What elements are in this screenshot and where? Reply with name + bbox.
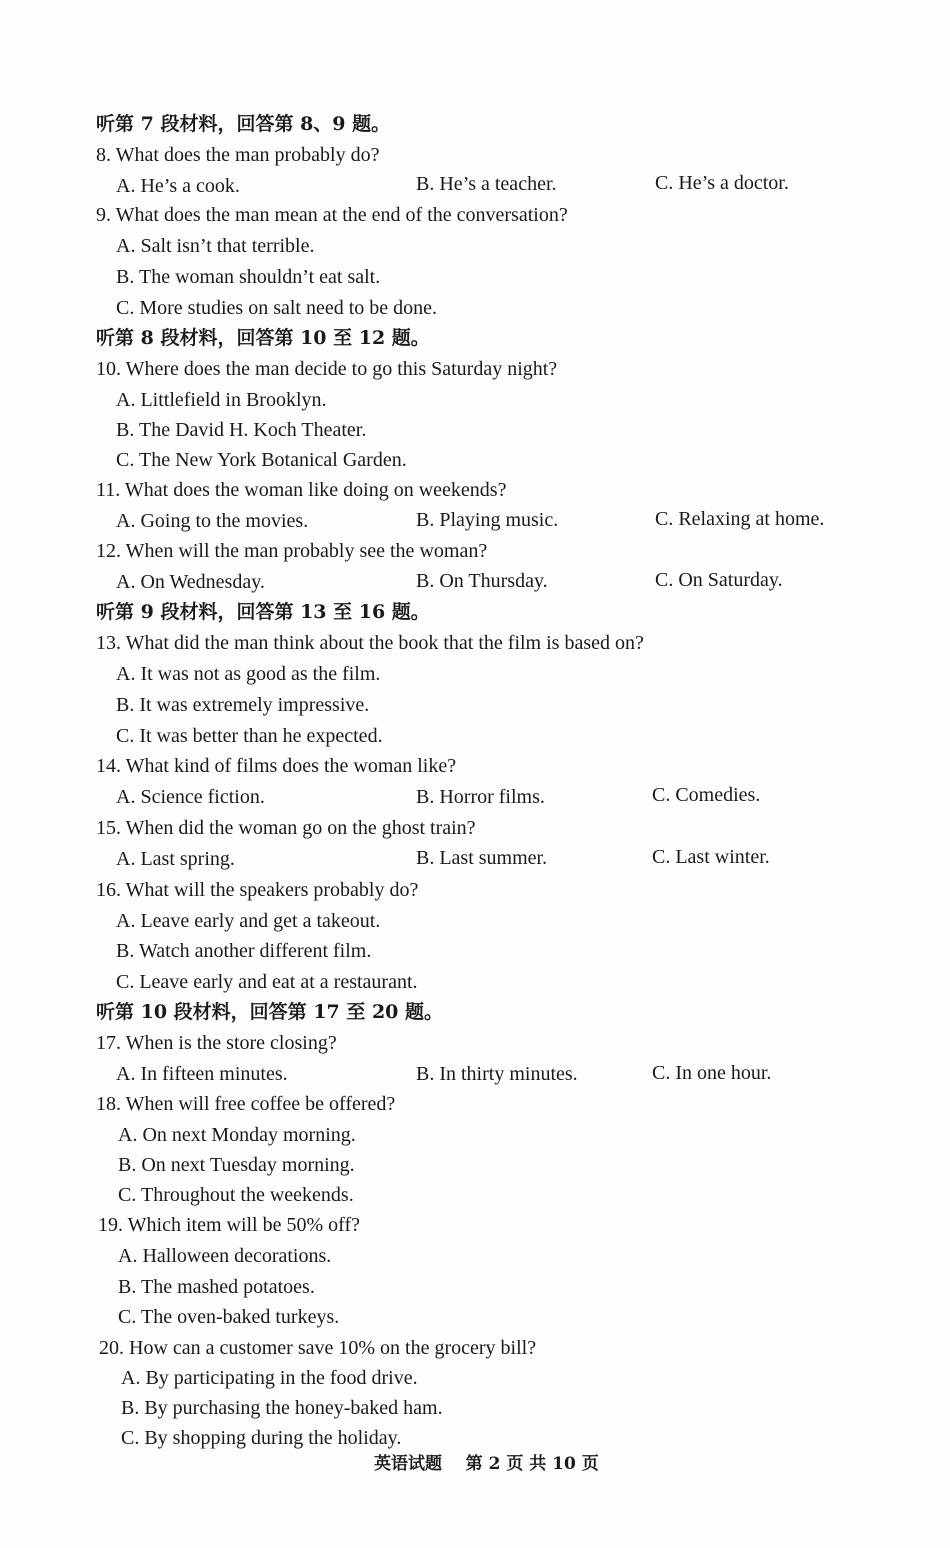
section-heading: 听第 8 段材料，回答第 10 至 12 题。 bbox=[96, 327, 430, 349]
option-c: C. The New York Botanical Garden. bbox=[116, 449, 407, 471]
question-stem: 12. When will the man probably see the woman? bbox=[96, 540, 488, 562]
option-c: C. Last winter. bbox=[652, 846, 770, 868]
option-b: B. Horror films. bbox=[416, 786, 545, 808]
option-a: A. He’s a cook. bbox=[116, 175, 240, 197]
option-b: B. By purchasing the honey-baked ham. bbox=[121, 1397, 443, 1419]
option-b: B. It was extremely impressive. bbox=[116, 694, 370, 716]
option-a: A. Salt isn’t that terrible. bbox=[116, 235, 315, 257]
question-stem: 14. What kind of films does the woman like? bbox=[96, 755, 457, 777]
question-stem: 8. What does the man probably do? bbox=[96, 144, 380, 166]
option-a: A. It was not as good as the film. bbox=[116, 663, 381, 685]
option-a: A. By participating in the food drive. bbox=[121, 1367, 418, 1389]
option-a: A. Last spring. bbox=[116, 848, 235, 870]
option-b: B. In thirty minutes. bbox=[416, 1063, 578, 1085]
question-stem: 18. When will free coffee be offered? bbox=[96, 1093, 396, 1115]
option-c: C. It was better than he expected. bbox=[116, 725, 383, 747]
option-b: B. Playing music. bbox=[416, 509, 559, 531]
question-stem: 19. Which item will be 50% off? bbox=[98, 1214, 360, 1236]
option-b: B. On Thursday. bbox=[416, 570, 548, 592]
page-footer: 英语试题 第 2 页 共 10 页 bbox=[374, 1454, 599, 1474]
option-a: A. In fifteen minutes. bbox=[116, 1063, 288, 1085]
option-b: B. The mashed potatoes. bbox=[118, 1276, 315, 1298]
option-c: C. On Saturday. bbox=[655, 569, 783, 591]
option-a: A. Going to the movies. bbox=[116, 510, 309, 532]
option-b: B. The David H. Koch Theater. bbox=[116, 419, 367, 441]
option-c: C. He’s a doctor. bbox=[655, 172, 789, 194]
question-stem: 13. What did the man think about the book that the film is based on? bbox=[96, 632, 644, 654]
option-a: A. Halloween decorations. bbox=[118, 1245, 332, 1267]
option-a: A. On Wednesday. bbox=[116, 571, 265, 593]
section-heading: 听第 7 段材料，回答第 8、9 题。 bbox=[96, 113, 391, 135]
question-stem: 15. When did the woman go on the ghost train? bbox=[96, 817, 476, 839]
option-a: A. Leave early and get a takeout. bbox=[116, 910, 381, 932]
option-c: C. In one hour. bbox=[652, 1062, 772, 1084]
option-c: C. Relaxing at home. bbox=[655, 508, 825, 530]
option-c: C. Leave early and eat at a restaurant. bbox=[116, 971, 418, 993]
question-stem: 10. Where does the man decide to go this Saturday night? bbox=[96, 358, 558, 380]
option-b: B. He’s a teacher. bbox=[416, 173, 557, 195]
option-a: A. Science fiction. bbox=[116, 786, 265, 808]
option-c: C. By shopping during the holiday. bbox=[121, 1427, 402, 1449]
option-b: B. Watch another different film. bbox=[116, 940, 372, 962]
question-stem: 9. What does the man mean at the end of the conversation? bbox=[96, 204, 568, 226]
option-c: C. More studies on salt need to be done. bbox=[116, 297, 438, 319]
question-stem: 17. When is the store closing? bbox=[96, 1032, 337, 1054]
question-stem: 11. What does the woman like doing on weekends? bbox=[96, 479, 507, 501]
option-b: B. Last summer. bbox=[416, 847, 548, 869]
option-b: B. On next Tuesday morning. bbox=[118, 1154, 355, 1176]
option-a: A. Littlefield in Brooklyn. bbox=[116, 389, 327, 411]
option-b: B. The woman shouldn’t eat salt. bbox=[116, 266, 381, 288]
section-heading: 听第 10 段材料，回答第 17 至 20 题。 bbox=[96, 1001, 444, 1023]
question-stem: 16. What will the speakers probably do? bbox=[96, 879, 419, 901]
option-c: C. The oven-baked turkeys. bbox=[118, 1306, 340, 1328]
option-c: C. Throughout the weekends. bbox=[118, 1184, 354, 1206]
option-c: C. Comedies. bbox=[652, 784, 761, 806]
section-heading: 听第 9 段材料，回答第 13 至 16 题。 bbox=[96, 601, 430, 623]
question-stem: 20. How can a customer save 10% on the grocery bill? bbox=[99, 1337, 537, 1359]
option-a: A. On next Monday morning. bbox=[118, 1124, 356, 1146]
